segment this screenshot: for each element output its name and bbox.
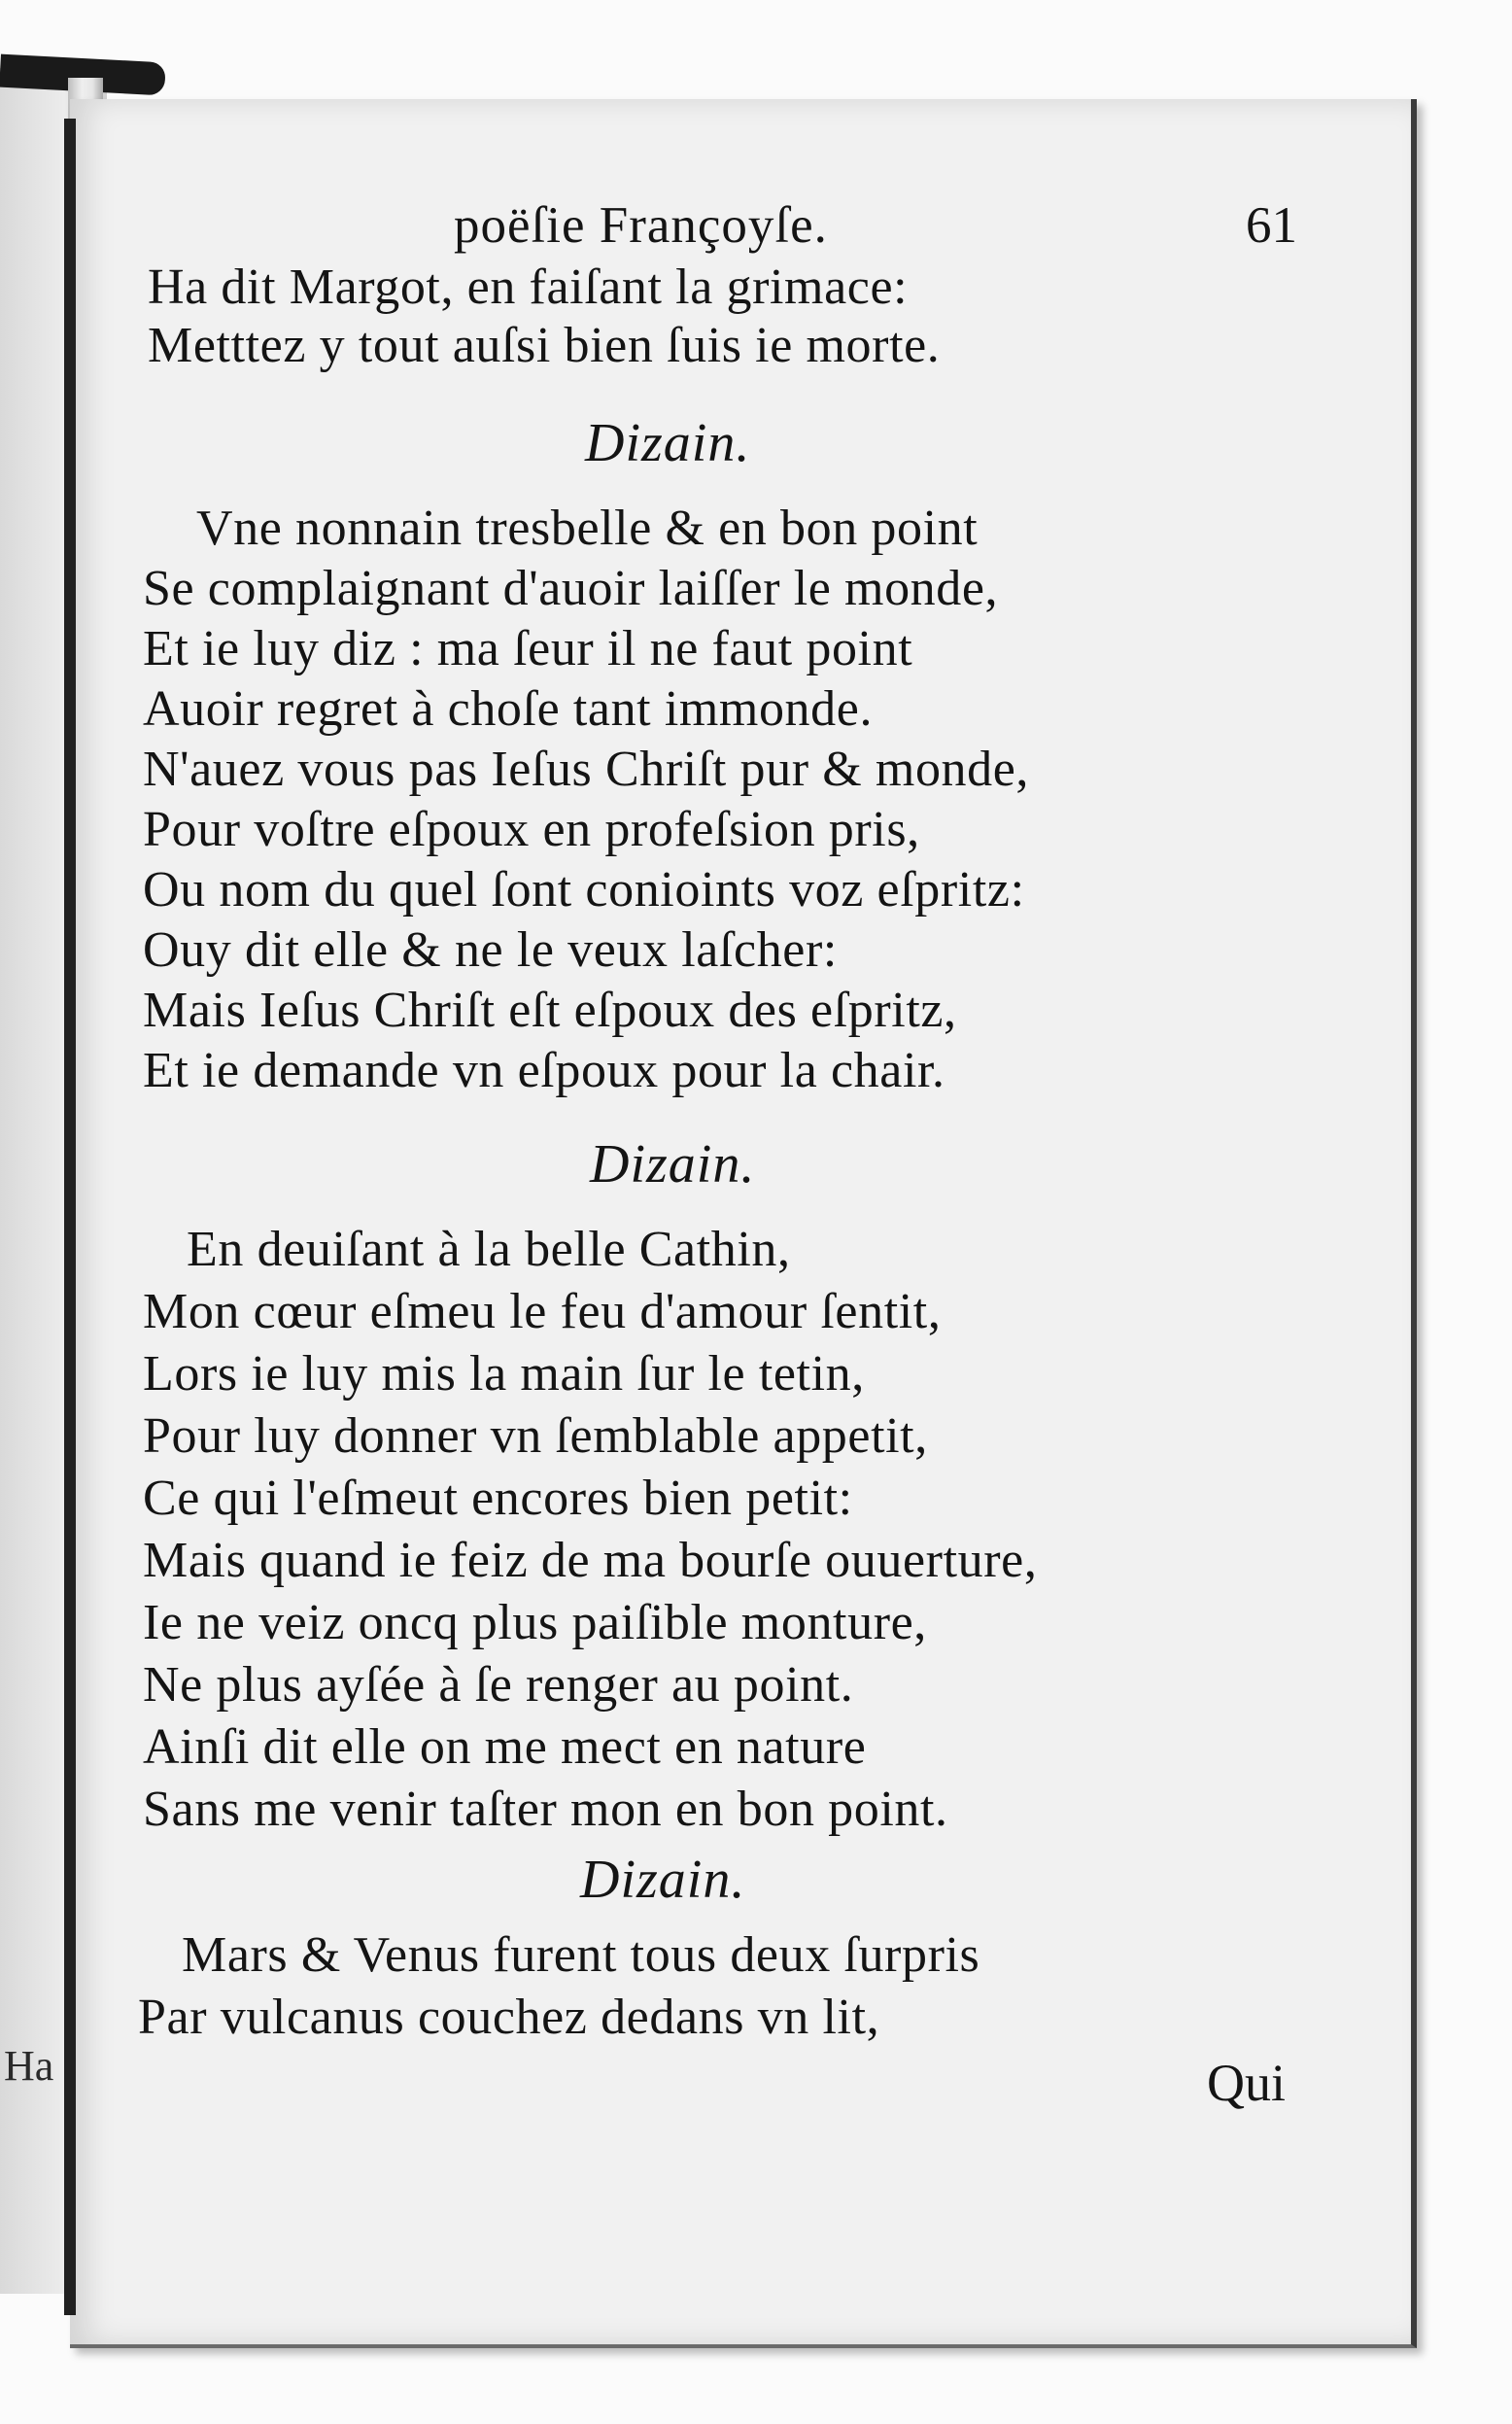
verse-line: Ouy dit elle & ne le veux laſcher:	[143, 922, 838, 978]
verse-line: Mon cœur eſmeu le feu d'amour ſentit,	[143, 1284, 942, 1339]
book-page	[70, 99, 1417, 2348]
verse-line: Sans me venir taſter mon en bon point.	[143, 1782, 948, 1837]
page-text	[70, 99, 1411, 2344]
verse-line: Pour voſtre eſpoux en profeſsion pris,	[143, 802, 920, 857]
verse-line: Ha dit Margot, en faiſant la grimace:	[148, 260, 909, 315]
verse-line: Metttez y tout auſsi bien ſuis ie morte.	[148, 318, 941, 373]
verse-line: Ce qui l'eſmeut encores bien petit:	[143, 1471, 853, 1526]
verse-line: Vne nonnain tresbelle & en bon point	[196, 501, 979, 556]
page-number: 61	[1246, 197, 1297, 254]
verse-line: En deuiſant à la belle Cathin,	[187, 1222, 791, 1277]
verse-line: Et ie demande vn eſpoux pour la chair.	[143, 1043, 945, 1098]
catchword: Qui	[1207, 2054, 1286, 2112]
verse-line: Lors ie luy mis la main ſur le tetin,	[143, 1346, 865, 1402]
verse-line: Mais Ieſus Chriſt eſt eſpoux des eſpritz,	[143, 983, 957, 1038]
poem-heading: Dizain.	[580, 1850, 746, 1910]
verse-line: Mars & Venus furent tous deux ſurpris	[182, 1927, 980, 1983]
poem-heading: Dizain.	[585, 413, 751, 473]
running-head: poëſie Françoyſe.	[454, 197, 828, 254]
verse-line: Pour luy donner vn ſemblable appetit,	[143, 1408, 928, 1464]
verse-line: Se complaignant d'auoir laiſſer le monde,	[143, 561, 999, 616]
verse-line: Ie ne veiz oncq plus paiſible monture,	[143, 1595, 927, 1650]
verse-line: Mais quand ie feiz de ma bourſe ouuerture,	[143, 1533, 1038, 1588]
verse-line: Ainſi dit elle on me mect en nature	[143, 1719, 867, 1775]
verse-line: Et ie luy diz : ma ſeur il ne faut point	[143, 621, 913, 676]
previous-page-fragment: Ha	[4, 2042, 54, 2090]
verse-line: N'auez vous pas Ieſus Chriſt pur & monde,	[143, 742, 1030, 797]
verse-line: Auoir regret à choſe tant immonde.	[143, 681, 874, 737]
verse-line: Par vulcanus couchez dedans vn lit,	[138, 1990, 880, 2045]
verse-line: Ne plus ayſée à ſe renger au point.	[143, 1657, 854, 1713]
verse-line: Ou nom du quel ſont conioints voz eſpritz:	[143, 862, 1025, 918]
poem-heading: Dizain.	[590, 1134, 756, 1195]
